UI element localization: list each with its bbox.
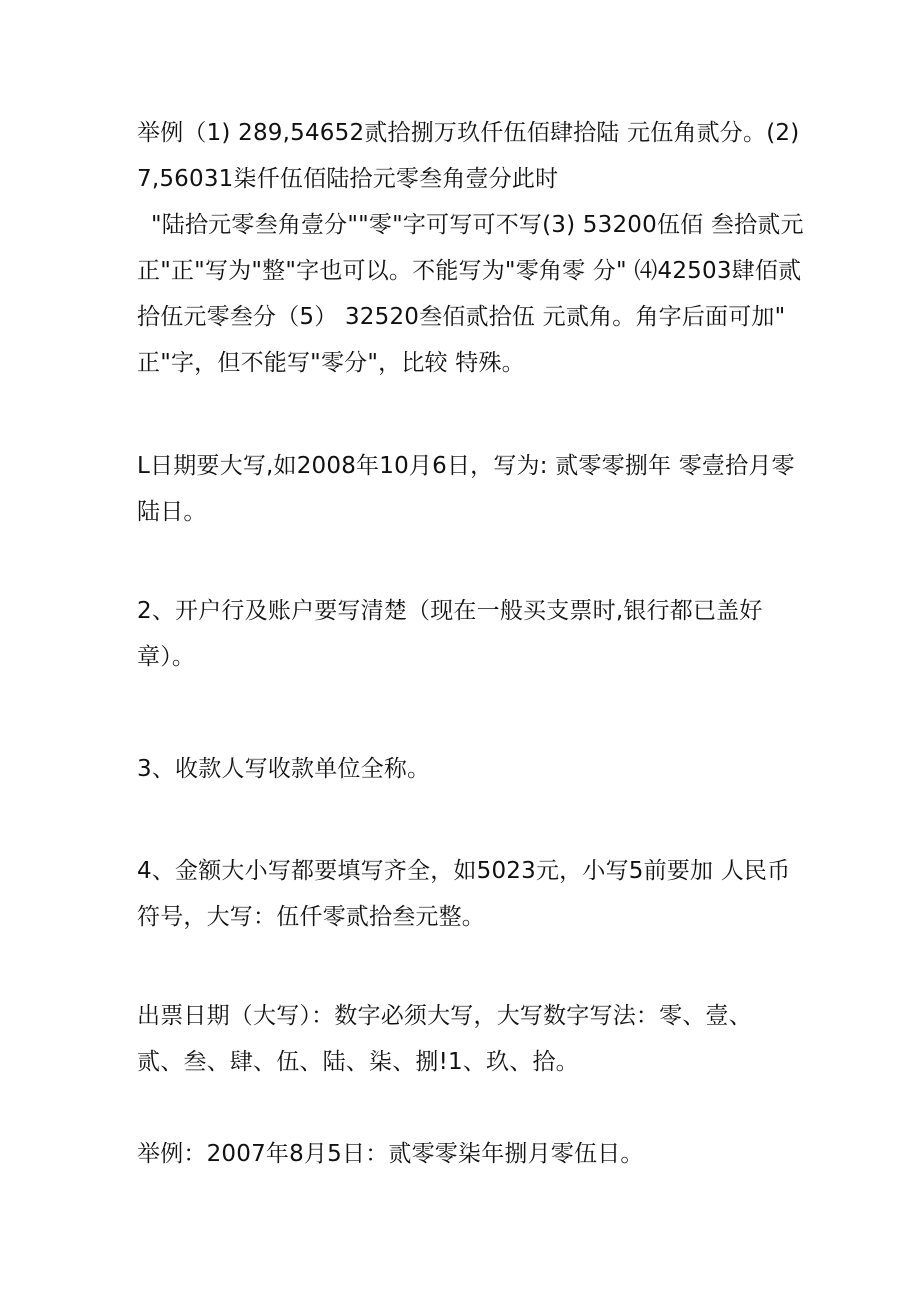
text-line: 4、金额大小写都要填写齐全，如5023元，小写5前要加 人民币 (137, 858, 791, 884)
text-line: 出票日期（大写）：数字必须大写，大写数字写法：零、壹、 (137, 1003, 752, 1029)
text-line: 正"正"写为"整"字也可以。不能写为"零角零 分" ⑷42503肆佰贰 (137, 258, 802, 284)
text-line: 符号，大写：伍仟零贰拾叁元整。 (137, 904, 485, 930)
text-line: 陆日。 (137, 499, 207, 525)
text-line: 举例：2007年8月5日：贰零零柒年捌月零伍日。 (137, 1141, 644, 1167)
text-line: 贰、叁、肆、伍、陆、柒、捌!1、玖、拾。 (137, 1049, 579, 1075)
text-line: 拾伍元零叁分（5） 32520叁佰贰拾伍 元贰角。角字后面可加" (137, 304, 786, 330)
text-line: 正"字，但不能写"零分"，比较 特殊。 (137, 350, 525, 376)
text-line: "陆拾元零叁角壹分""零"字可写可不写(3) 53200伍佰 叁拾贰元 (151, 212, 804, 238)
paragraph-bank-account (137, 588, 797, 680)
paragraph-issue-date (137, 993, 797, 1085)
paragraph-date-uppercase (137, 443, 797, 535)
text-line: 2、开户行及账户要写清楚（现在一般买支票时,银行都已盖好 (137, 598, 763, 624)
text-line: 3、收款人写收款单位全称。 (137, 756, 431, 782)
text-line: 7,56031柒仟伍佰陆拾元零叁角壹分此时 (137, 166, 559, 192)
paragraph-date-example (137, 1131, 797, 1177)
text-line: 章）。 (137, 644, 196, 670)
paragraph-amount-fill (137, 848, 797, 940)
paragraph-payee (137, 746, 797, 792)
text-line: 举例（1) 289,54652贰拾捌万玖仟伍佰肆拾陆 元伍角贰分。(2) (137, 120, 800, 146)
text-line: L日期要大写,如2008年10月6日，写为: 贰零零捌年 零壹拾月零 (137, 453, 795, 479)
paragraph-amount-examples (137, 110, 804, 386)
